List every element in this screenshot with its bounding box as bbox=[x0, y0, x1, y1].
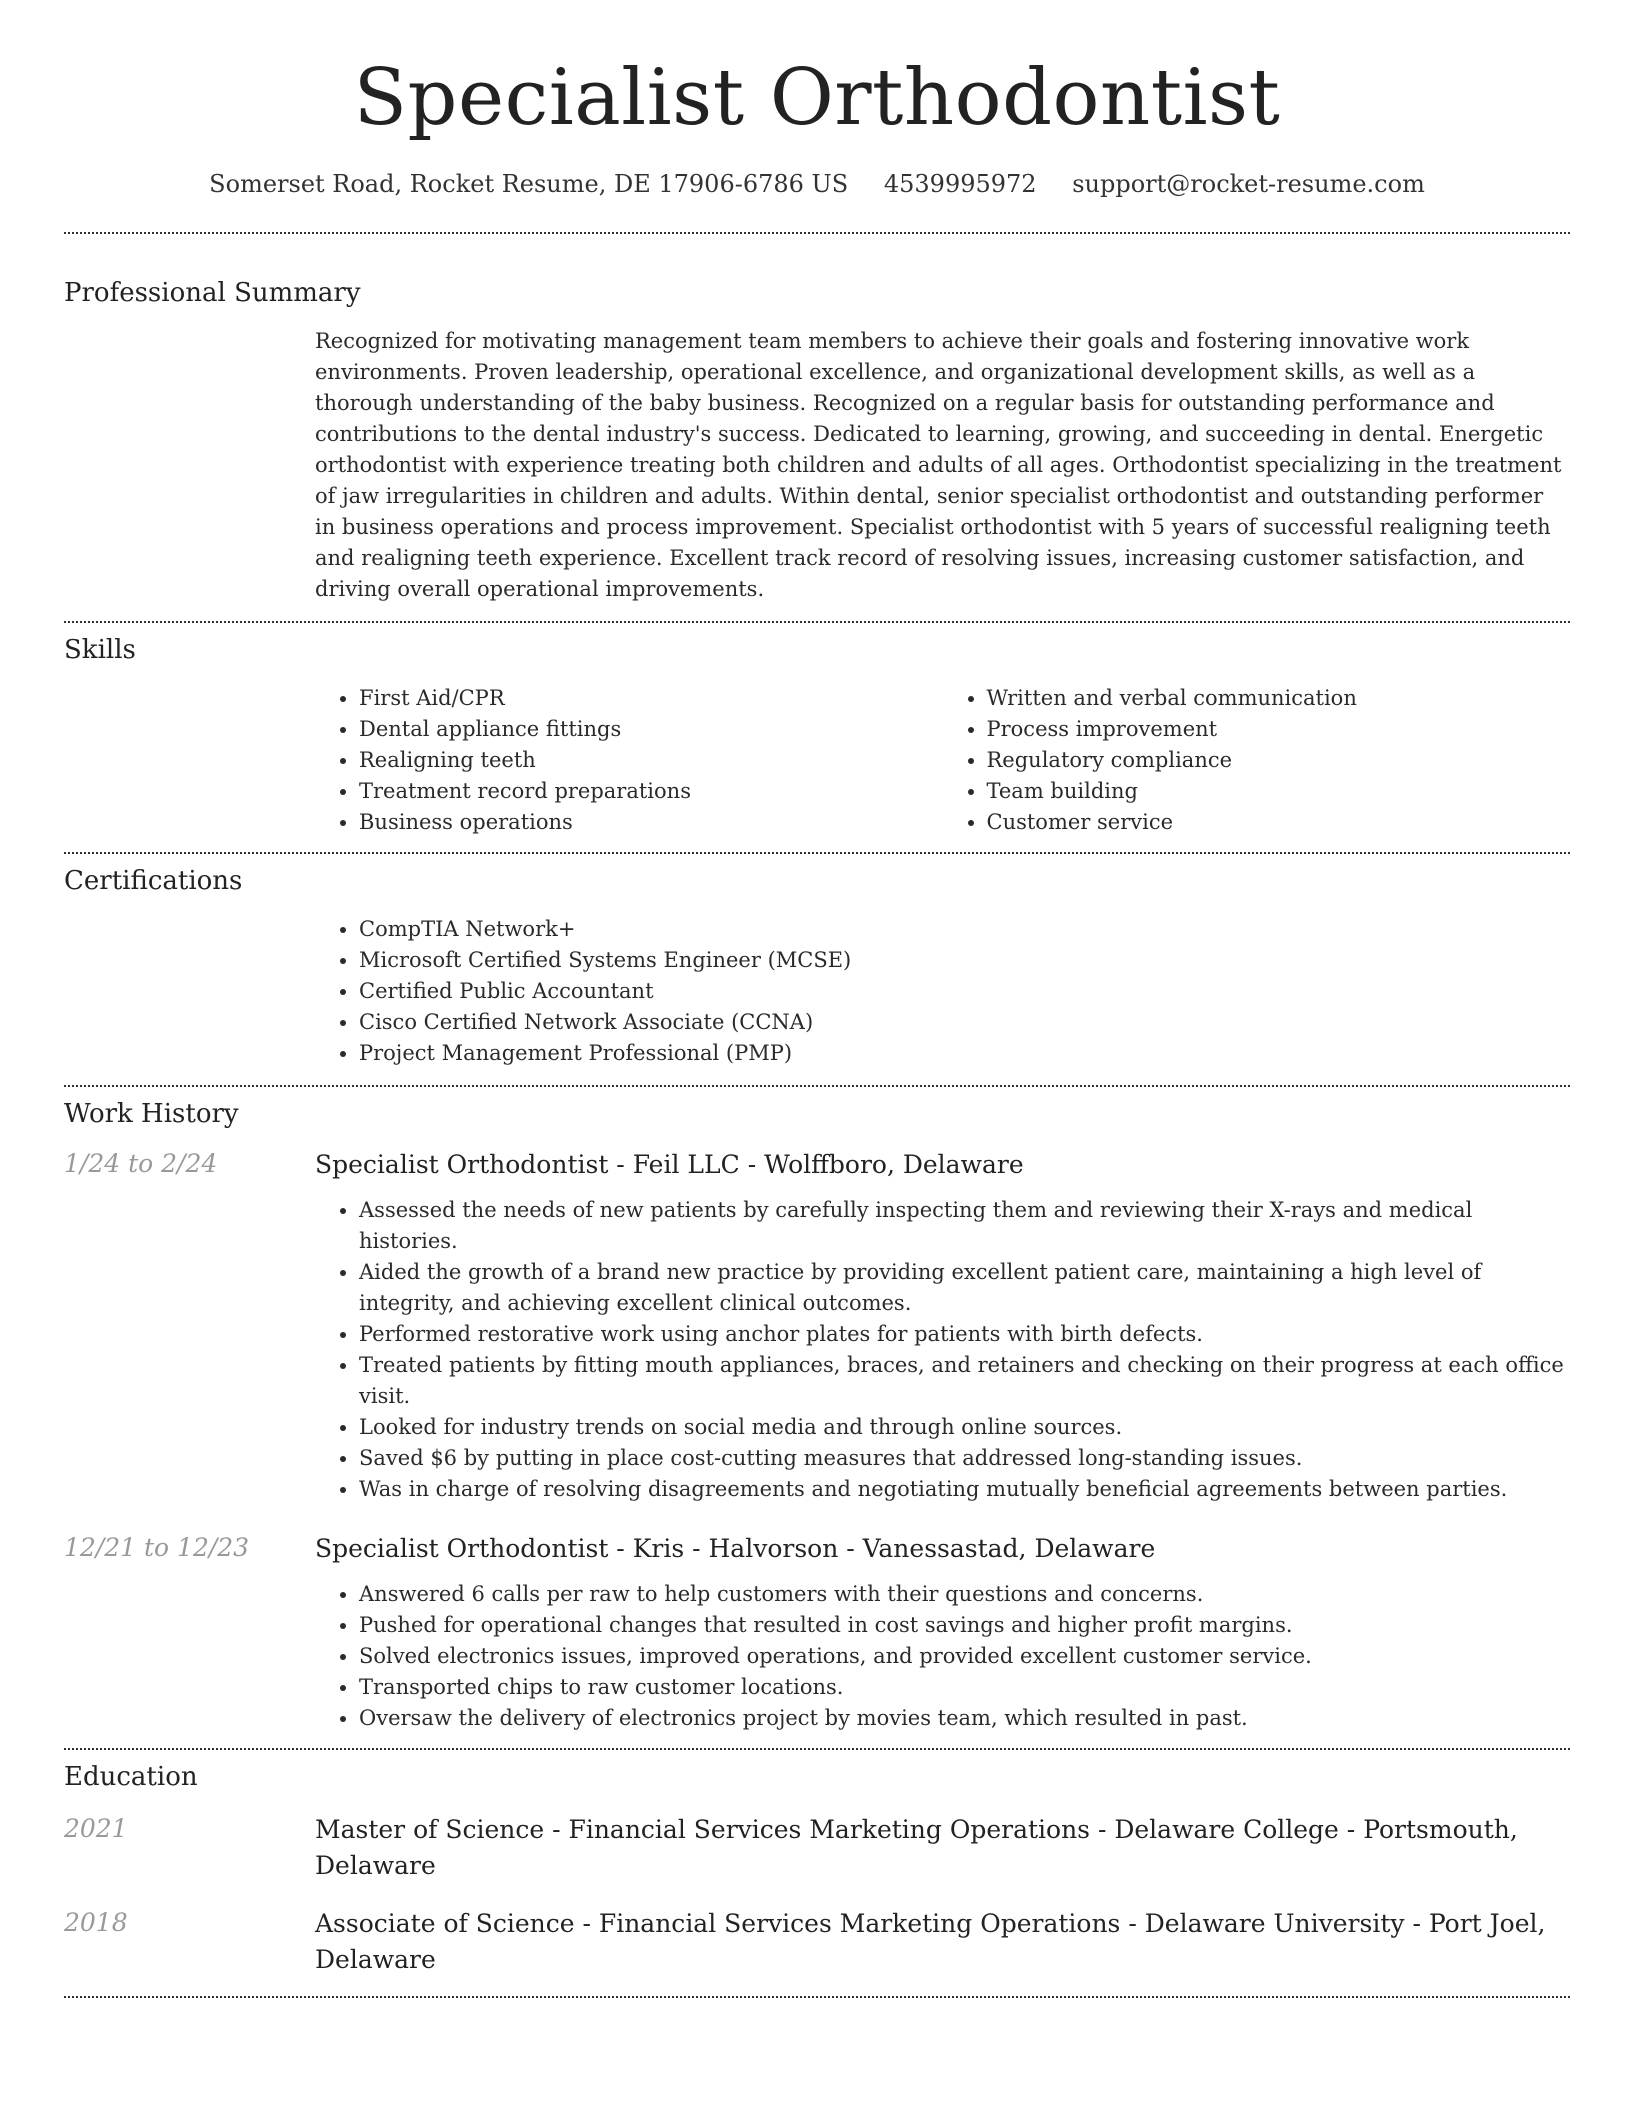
education-body bbox=[315, 1812, 1570, 1884]
job-bullet: • Saved $6 by putting in place cost-cutting measures that addressed long-standing issues. bbox=[359, 1443, 1570, 1474]
job-bullets bbox=[315, 1195, 1570, 1505]
education-school: - Delaware University - Port Joel, Delaware bbox=[315, 1908, 1546, 1974]
education-body bbox=[315, 1906, 1570, 1978]
job-bullet: • Pushed for operational changes that resulted in cost savings and higher profit margins. bbox=[359, 1610, 1570, 1641]
job-body bbox=[315, 1147, 1570, 1505]
summary-title: Professional Summary bbox=[64, 277, 361, 308]
certifications-content bbox=[315, 914, 1570, 1069]
skill-item: • Dental appliance fittings bbox=[359, 714, 943, 745]
job-bullet: • Transported chips to raw customer locations. bbox=[359, 1672, 1570, 1703]
job-bullet: • Aided the growth of a brand new practice by providing excellent patient care, maintaining a high level of integrity, and achieving excellent clinical outcomes. bbox=[359, 1257, 1570, 1319]
skill-item: • Team building bbox=[987, 776, 1571, 807]
contact-email[interactable]: support@rocket-resume.com bbox=[1072, 169, 1425, 198]
education-divider bbox=[64, 1996, 1570, 1998]
certification-item: • Microsoft Certified Systems Engineer (MCSE) bbox=[359, 945, 1570, 976]
skill-item: • Process improvement bbox=[987, 714, 1571, 745]
job-bullet: • Treated patients by fitting mouth appliances, braces, and retainers and checking on their progress at each office visit. bbox=[359, 1350, 1570, 1412]
certifications-section bbox=[64, 854, 1570, 1069]
contact-address: Somerset Road, Rocket Resume, DE 17906-6786 US bbox=[209, 169, 849, 198]
certification-item: • Project Management Professional (PMP) bbox=[359, 1038, 1570, 1069]
job-heading: Specialist Orthodontist - Feil LLC - Wolffboro, Delaware bbox=[315, 1149, 1024, 1179]
job-entry bbox=[64, 1531, 1570, 1734]
job-bullet: • Looked for industry trends on social media and through online sources. bbox=[359, 1412, 1570, 1443]
work-section bbox=[64, 1087, 1570, 1734]
job-bullet: • Answered 6 calls per raw to help customers with their questions and concerns. bbox=[359, 1579, 1570, 1610]
job-entry bbox=[64, 1147, 1570, 1505]
education-entry bbox=[64, 1812, 1570, 1884]
summary-text: Recognized for motivating management team members to achieve their goals and fostering innovative work environments. Proven leadership, operational excellence, and organizational development skills, as well as a thorough understanding of the baby business. Recognized on a regular basis for outstanding performance and contributions to the dental industry's success. Dedicated to learning, growing, and succeeding in dental. Energetic orthodontist with experience treating both children and adults of all ages. Orthodontist specializing in the treatment of jaw irregularities in children and adults. Within dental, senior specialist orthodontist and outstanding performer in business operations and process improvement. Specialist orthodontist with 5 years of successful realigning teeth and realigning teeth experience. Excellent track record of resolving issues, increasing customer satisfaction, and driving overall operational improvements. bbox=[315, 328, 1562, 601]
contact-line bbox=[64, 170, 1570, 198]
skill-item: • Realigning teeth bbox=[359, 745, 943, 776]
job-dates: 1/24 to 2/24 bbox=[64, 1148, 218, 1178]
job-bullet: • Oversaw the delivery of electronics project by movies team, which resulted in past. bbox=[359, 1703, 1570, 1734]
certification-item: • CompTIA Network+ bbox=[359, 914, 1570, 945]
work-jobs bbox=[64, 1147, 1570, 1734]
skills-list-right bbox=[943, 683, 1571, 838]
certification-item: • Certified Public Accountant bbox=[359, 976, 1570, 1007]
job-bullet: • Assessed the needs of new patients by carefully inspecting them and reviewing their X-rays and medical histories. bbox=[359, 1195, 1570, 1257]
education-degree: Master of Science - Financial Services Marketing Operations bbox=[315, 1814, 1090, 1844]
skill-item: • Treatment record preparations bbox=[359, 776, 943, 807]
skills-title: Skills bbox=[64, 634, 136, 665]
education-entry bbox=[64, 1906, 1570, 1978]
education-degree: Associate of Science - Financial Services Marketing Operations bbox=[315, 1908, 1121, 1938]
skills-list-left bbox=[315, 683, 943, 838]
education-entries bbox=[64, 1812, 1570, 1978]
job-bullet: • Solved electronics issues, improved operations, and provided excellent customer service. bbox=[359, 1641, 1570, 1672]
certification-item: • Cisco Certified Network Associate (CCNA) bbox=[359, 1007, 1570, 1038]
job-heading: Specialist Orthodontist - Kris - Halvorson - Vanessastad, Delaware bbox=[315, 1533, 1156, 1563]
contact-phone: 4539995972 bbox=[883, 169, 1037, 198]
skills-section bbox=[64, 623, 1570, 838]
job-dates: 12/21 to 12/23 bbox=[64, 1532, 250, 1562]
skill-item: • Customer service bbox=[987, 807, 1571, 838]
summary-section bbox=[64, 234, 1570, 605]
certifications-title: Certifications bbox=[64, 865, 243, 896]
education-year: 2021 bbox=[64, 1813, 128, 1843]
education-school: - Delaware College - Portsmouth, Delaware bbox=[315, 1814, 1518, 1880]
skills-content bbox=[315, 683, 1570, 838]
education-year: 2018 bbox=[64, 1907, 128, 1937]
education-section bbox=[64, 1750, 1570, 1978]
education-title: Education bbox=[64, 1761, 198, 1792]
work-title: Work History bbox=[64, 1098, 239, 1129]
skill-item: • Business operations bbox=[359, 807, 943, 838]
job-bullet: • Was in charge of resolving disagreements and negotiating mutually beneficial agreements between parties. bbox=[359, 1474, 1570, 1505]
resume-name: Specialist Orthodontist bbox=[353, 53, 1281, 143]
job-bullet: • Performed restorative work using anchor plates for patients with birth defects. bbox=[359, 1319, 1570, 1350]
summary-content bbox=[315, 326, 1570, 605]
job-bullets bbox=[315, 1579, 1570, 1734]
job-body bbox=[315, 1531, 1570, 1734]
skill-item: • First Aid/CPR bbox=[359, 683, 943, 714]
skill-item: • Written and verbal communication bbox=[987, 683, 1571, 714]
skill-item: • Regulatory compliance bbox=[987, 745, 1571, 776]
certifications-list bbox=[315, 914, 1570, 1069]
resume-page bbox=[64, 0, 1570, 1998]
